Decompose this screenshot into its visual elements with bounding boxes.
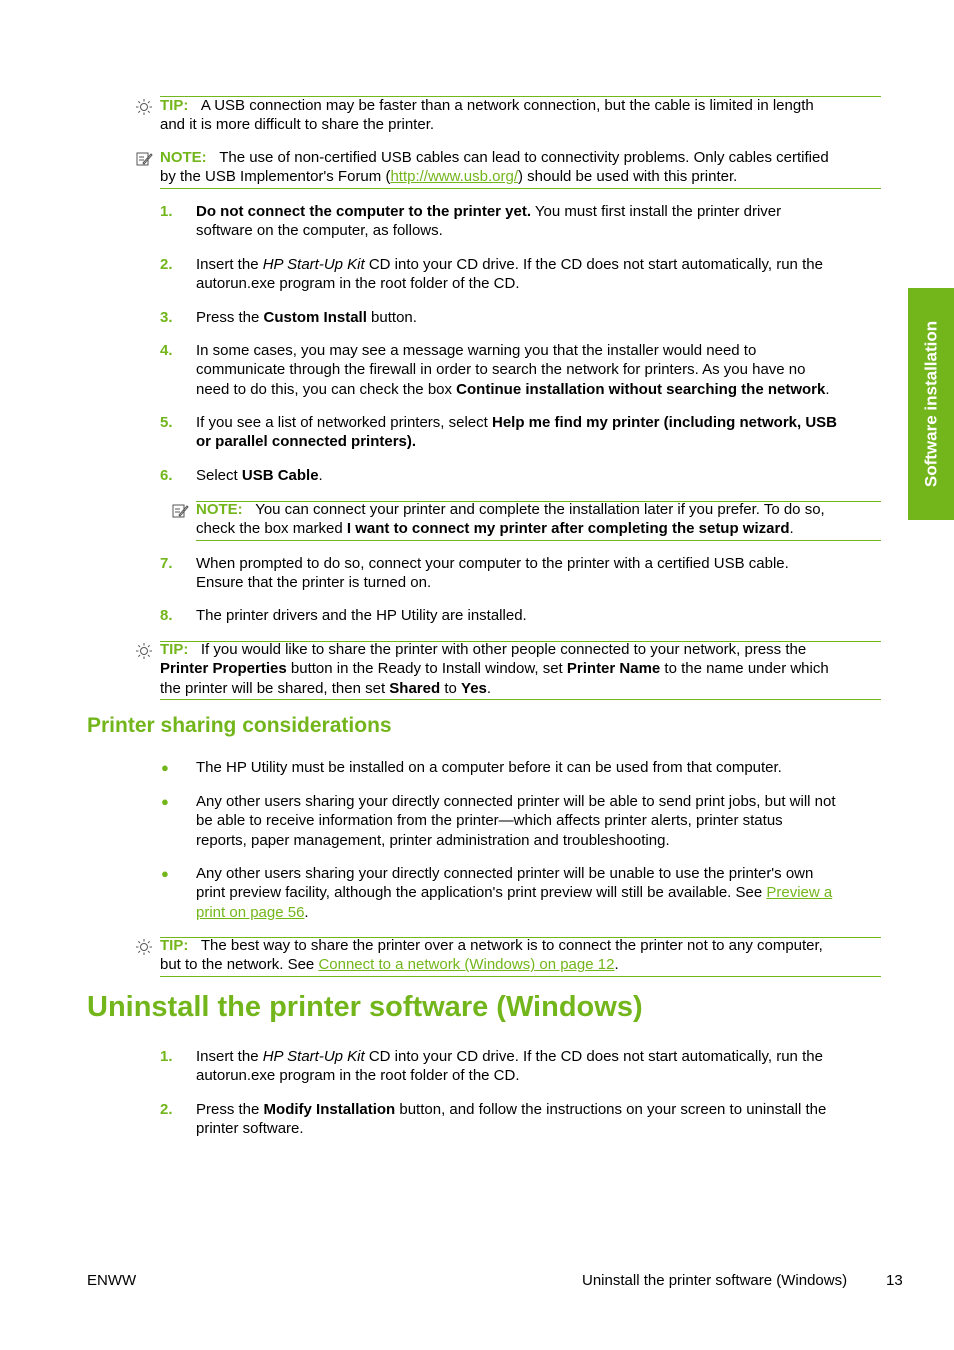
footer-left: ENWW <box>87 1272 137 1289</box>
step-number: 1. <box>160 1048 173 1065</box>
tip-text: A USB connection may be faster than a network connection, but the cable is limited in length <box>200 97 814 114</box>
section-heading-sharing: Printer sharing considerations <box>87 714 392 737</box>
connect-network-link[interactable]: Connect to a network (Windows) on page 12 <box>318 956 615 974</box>
note2-bottom-rule <box>196 540 881 541</box>
step-number: 2. <box>160 256 173 273</box>
step-2-line2: autorun.exe program in the root folder of the CD. <box>196 275 520 293</box>
step-number: 4. <box>160 342 173 359</box>
bullet-2-line1: Any other users sharing your directly connected printer will be able to send print jobs, but will not <box>196 793 836 810</box>
tip-lightbulb-icon <box>135 938 153 956</box>
page-number: 13 <box>886 1272 903 1289</box>
note-pencil-icon <box>171 502 189 520</box>
bullet-icon: ● <box>161 760 169 775</box>
bullet-icon: ● <box>161 866 169 881</box>
bullet-2-line3: reports, paper management, printer administration and troubleshooting. <box>196 831 670 849</box>
tip-bottom-rule <box>160 976 881 977</box>
step-3-bold: Custom Install <box>263 309 367 326</box>
preview-print-link-cont[interactable]: print on page 56 <box>196 903 305 921</box>
bullet-icon: ● <box>161 794 169 809</box>
tip2-line3mid: to <box>440 679 462 697</box>
step-2 <box>196 255 886 294</box>
step-6 <box>196 466 886 485</box>
tip2-bold3: Shared <box>389 679 441 697</box>
tip-lightbulb-icon <box>135 642 153 660</box>
step-8: The printer drivers and the HP Utility are installed. <box>196 607 527 624</box>
step-number: 7. <box>160 555 173 572</box>
step-7-line2: Ensure that the printer is turned on. <box>196 574 432 592</box>
step-1-bold: Do not connect the computer to the printer yet. <box>196 203 532 220</box>
tip-text-line2: and it is more difficult to share the printer. <box>160 116 435 134</box>
step-6-post: . <box>318 467 323 484</box>
step-4-line2: communicate through the firewall in order to search the network for printers. As you have no <box>196 361 806 379</box>
tip-label: TIP: <box>160 97 189 114</box>
step-3 <box>196 308 886 327</box>
note-text: The use of non-certified USB cables can lead to connectivity problems. Only cables certified <box>219 149 829 166</box>
step-2-italic: HP Start-Up Kit <box>262 256 365 273</box>
step-3-pre: Press the <box>196 309 264 326</box>
step-6-bold: USB Cable <box>241 467 319 484</box>
tip-block-1 <box>160 96 885 135</box>
uninstall-step-1 <box>196 1047 886 1086</box>
u1-post: CD into your CD drive. If the CD does not start automatically, run the <box>364 1048 823 1065</box>
side-tab <box>908 288 954 520</box>
bullet-item-1: The HP Utility must be installed on a computer before it can be used from that computer. <box>196 759 782 776</box>
step-number: 5. <box>160 414 173 431</box>
tip-block-2 <box>160 640 885 698</box>
step-5-bold1: Help me find my printer (including network, USB <box>491 414 838 431</box>
tip2-line2post: to the name under which <box>660 660 829 678</box>
step-number: 6. <box>160 467 173 484</box>
tip-label: TIP: <box>160 937 189 954</box>
bullet-3-post: . <box>304 903 309 921</box>
step-4-line3post: . <box>825 380 830 398</box>
u1-pre: Insert the <box>196 1048 263 1065</box>
step-4 <box>196 341 886 399</box>
uninstall-step-2 <box>196 1100 886 1139</box>
step-4-line1: In some cases, you may see a message warning you that the installer would need to <box>196 342 757 359</box>
note-label: NOTE: <box>160 149 207 166</box>
u2-line2: printer software. <box>196 1120 304 1138</box>
note2-bold: I want to connect my printer after completing the setup wizard <box>346 520 790 538</box>
step-1-line2: software on the computer, as follows. <box>196 222 443 240</box>
u2-bold: Modify Installation <box>263 1101 396 1118</box>
bullet-3-line1: Any other users sharing your directly connected printer will be unable to use the printer's own <box>196 865 814 882</box>
note-text-line2a: by the USB Implementor's Forum ( <box>160 168 391 186</box>
usb-org-link[interactable]: http://www.usb.org/ <box>390 168 518 186</box>
tip3-line2post: . <box>614 956 619 974</box>
tip3-line1: The best way to share the printer over a network is to connect the printer not to any computer, <box>200 937 823 954</box>
step-5-pre: If you see a list of networked printers, select <box>196 414 492 431</box>
step-5-bold2: or parallel connected printers). <box>196 433 417 451</box>
preview-print-link[interactable]: Preview a <box>766 884 833 902</box>
step-4-line3pre: need to do this, you can check the box <box>196 380 457 398</box>
note2-line2pre: check the box marked <box>196 520 347 538</box>
step-7-line1: When prompted to do so, connect your computer to the printer with a certified USB cable. <box>196 555 789 572</box>
bullet-item-2 <box>196 792 886 850</box>
note2-line2post: . <box>789 520 794 538</box>
tip2-line3post: . <box>486 679 492 697</box>
tip2-line3pre: the printer will be shared, then set <box>160 679 390 697</box>
tip-label: TIP: <box>160 641 189 658</box>
note-block-2 <box>196 500 886 539</box>
step-1 <box>196 202 886 241</box>
step-7 <box>196 554 886 593</box>
step-number: 1. <box>160 203 173 220</box>
bullet-3-line2: print preview facility, although the application's print preview will still be available. See <box>196 884 767 902</box>
step-6-pre: Select <box>196 467 242 484</box>
tip2-bold4: Yes <box>461 679 487 697</box>
note-block-1 <box>160 148 885 187</box>
note-label: NOTE: <box>196 501 243 518</box>
tip2-bold1: Printer Properties <box>160 660 287 678</box>
u2-pre: Press the <box>196 1101 264 1118</box>
step-2-pre: Insert the <box>196 256 263 273</box>
bullet-2-line2: be able to receive information from the printer—which affects printer alerts, printer status <box>196 812 783 830</box>
step-5 <box>196 413 886 452</box>
note-bottom-rule <box>160 188 881 189</box>
section-heading-uninstall: Uninstall the printer software (Windows) <box>87 991 643 1023</box>
note-text-line2b: ) should be used with this printer. <box>518 168 738 186</box>
step-number: 3. <box>160 309 173 326</box>
step-4-bold: Continue installation without searching the network <box>456 380 826 398</box>
bullet-item-3 <box>196 864 886 922</box>
tip-lightbulb-icon <box>135 98 153 116</box>
note-pencil-icon <box>135 150 153 168</box>
tip-bottom-rule <box>160 699 881 700</box>
step-number: 8. <box>160 607 173 624</box>
tip2-bold2: Printer Name <box>566 660 661 678</box>
tip-block-3 <box>160 936 885 975</box>
u2-post: button, and follow the instructions on your screen to uninstall the <box>395 1101 827 1118</box>
footer-title: Uninstall the printer software (Windows) <box>582 1272 848 1289</box>
side-tab-label: Software installation <box>921 320 941 488</box>
step-number: 2. <box>160 1101 173 1118</box>
tip2-line2mid: button in the Ready to Install window, set <box>286 660 567 678</box>
step-2-post: CD into your CD drive. If the CD does not start automatically, run the <box>364 256 823 273</box>
tip3-line2pre: but to the network. See <box>160 956 319 974</box>
step-3-post: button. <box>366 309 417 326</box>
note2-text: You can connect your printer and complete the installation later if you prefer. To do so, <box>255 501 825 518</box>
step-1-text: You must first install the printer driver <box>531 203 782 220</box>
u1-line2: autorun.exe program in the root folder of the CD. <box>196 1067 520 1085</box>
u1-italic: HP Start-Up Kit <box>262 1048 365 1065</box>
tip2-line1: If you would like to share the printer with other people connected to your network, press the <box>200 641 807 658</box>
